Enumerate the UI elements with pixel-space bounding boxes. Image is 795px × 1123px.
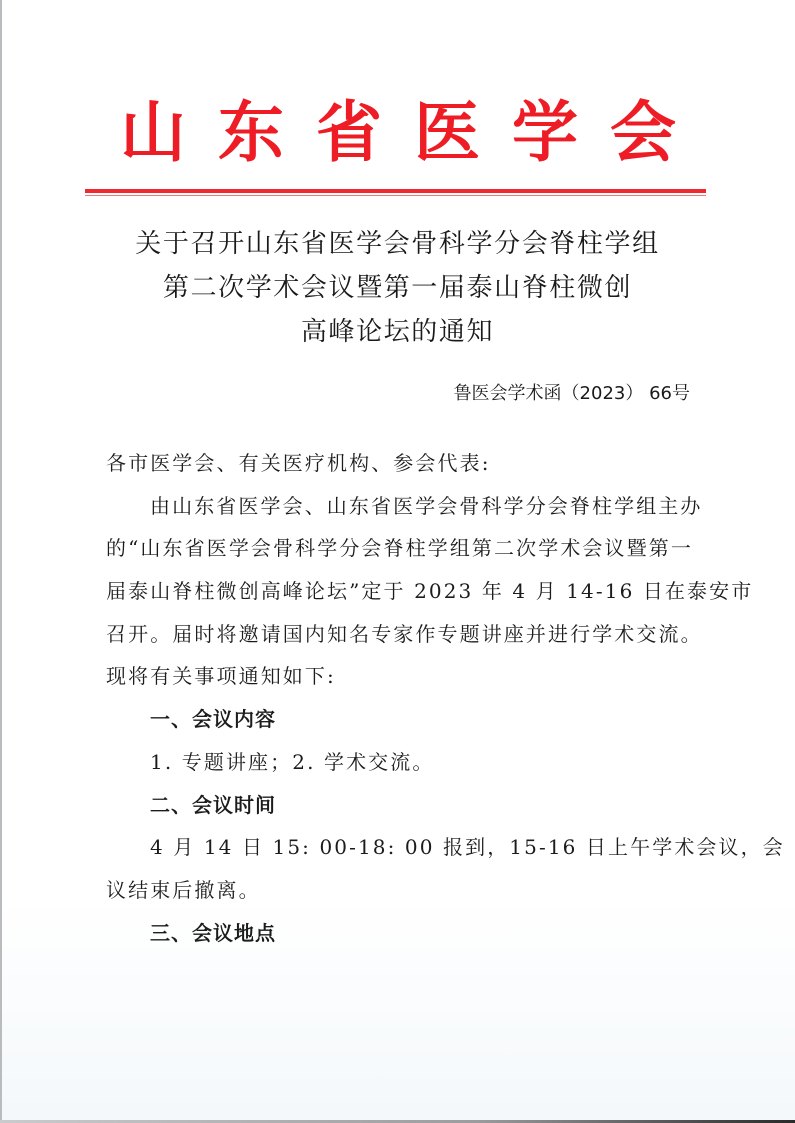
salutation: 各市医学会、有关医疗机构、参会代表: <box>106 451 491 475</box>
title-line: 高峰论坛的通知 <box>300 317 495 347</box>
intro-line: 届泰山脊柱微创高峰论坛”定于 2023 年 4 月 14-16 日在泰安市 <box>106 579 754 604</box>
section-line: 议结束后撤离。 <box>106 877 261 902</box>
letterhead-char: 山 <box>120 93 186 171</box>
document-number: 鲁医会学术函（2023） 66号 <box>453 383 690 404</box>
letterhead-char: 医 <box>414 93 480 171</box>
intro-line: 现将有关事项通知如下: <box>106 664 336 689</box>
intro-line: 的“山东省医学会骨科学分会脊柱学组第二次学术会议暨第一 <box>106 536 693 561</box>
letterhead-divider-thin <box>85 195 706 196</box>
notice-title <box>100 222 695 354</box>
section-heading-content: 一、会议内容 <box>150 707 276 732</box>
letterhead-char: 会 <box>610 93 676 171</box>
notice-body <box>106 442 785 954</box>
intro-line: 由山东省医学会、山东省医学会骨科学分会脊柱学组主办 <box>150 493 703 518</box>
section-heading-location: 三、会议地点 <box>150 920 276 945</box>
scan-edge-left <box>0 0 2 1123</box>
letterhead-organization <box>118 92 678 172</box>
section-heading-time: 二、会议时间 <box>150 792 276 817</box>
letterhead-divider-thick <box>85 189 706 193</box>
letterhead-char: 省 <box>316 93 382 171</box>
title-line: 第二次学术会议暨第一届泰山脊柱微创 <box>162 273 633 303</box>
intro-line: 召开。届时将邀请国内知名专家作专题讲座并进行学术交流。 <box>106 621 703 646</box>
section-line: 4 月 14 日 15: 00-18: 00 报到，15-16 日上午学术会议，会 <box>150 835 785 860</box>
letterhead-char: 学 <box>512 93 578 171</box>
section-line: 1. 专题讲座；2. 学术交流。 <box>150 749 435 774</box>
letterhead-char: 东 <box>218 93 284 171</box>
title-line: 关于召开山东省医学会骨科学分会脊柱学组 <box>135 229 660 259</box>
